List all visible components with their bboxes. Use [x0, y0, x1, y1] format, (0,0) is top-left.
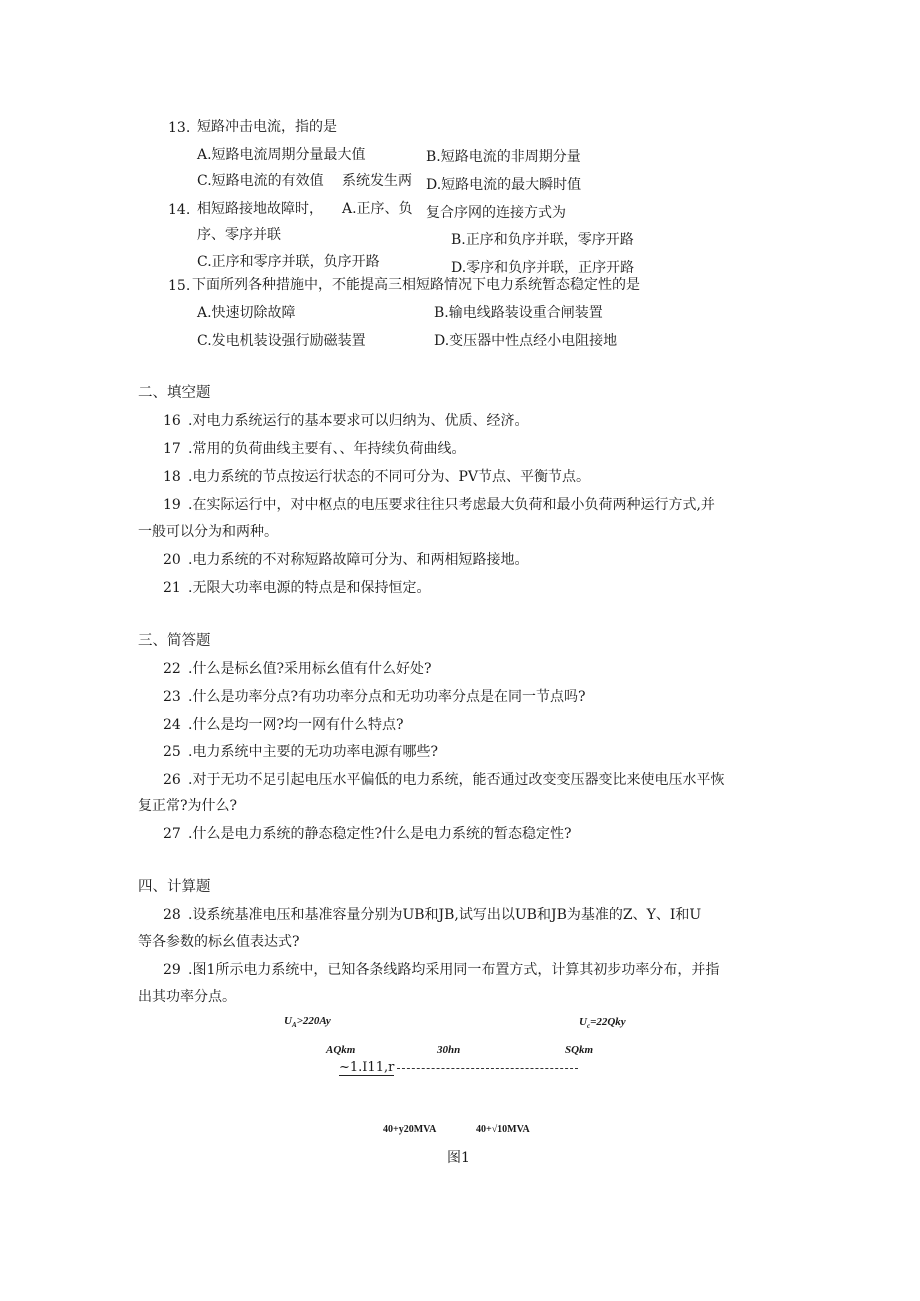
q15-stem: 下面所列各种措施中，不能提高三相短路情况下电力系统暂态稳定性的是: [192, 277, 640, 293]
q16-number: 16: [163, 413, 181, 429]
q28-text-line1: .设系统基准电压和基准容量分别为UB和JB,试写出以UB和JB为基准的Z、Y、I和U: [188, 907, 702, 923]
q14-option-a-tail: 序、零序并联: [197, 227, 281, 243]
q20-number: 20: [163, 552, 181, 568]
q14-number: 14.: [168, 202, 191, 218]
q13-option-d: D.短路电流的最大瞬时值: [426, 177, 582, 193]
q26-text-line1: .对于无功不足引起电压水平偏低的电力系统，能否通过改变变压器变比来使电压水平恢: [188, 772, 725, 788]
q21-number: 21: [163, 580, 181, 596]
q15-option-d: D.变压器中性点经小电阻接地: [434, 333, 618, 349]
figure-load-2: 40+√10MVA: [476, 1124, 530, 1135]
q22-number: 22: [163, 661, 181, 677]
q14-option-a-head: A.正序、负: [342, 201, 413, 217]
figure-transmission-line: [397, 1068, 578, 1069]
q29-text-line2: 出其功率分点。: [138, 989, 236, 1005]
q25-text: .电力系统中主要的无功功率电源有哪些?: [188, 744, 438, 760]
q23-text: .什么是功率分点?有功功率分点和无功功率分点是在同一节点吗?: [188, 689, 586, 705]
figure-voltage-a: $U_A>220Ay$: [284, 1015, 331, 1030]
q19-text-line1: .在实际运行中，对中枢点的电压要求往往只考虑最大负荷和最小负荷两种运行方式,并: [188, 497, 715, 513]
q13-option-c: C.短路电流的有效值: [197, 173, 324, 189]
q28-text-line2: 等各参数的标幺值表达式?: [138, 934, 300, 950]
section3-title: 三、简答题: [138, 633, 211, 649]
q24-text: .什么是均一网?均一网有什么特点?: [188, 717, 404, 733]
section4-title: 四、计算题: [138, 879, 211, 895]
figure-load-1: 40+y20MVA: [383, 1124, 437, 1135]
q13-number: 13.: [168, 120, 191, 136]
q13-stem: 短路冲击电流，指的是: [197, 119, 337, 135]
q17-number: 17: [163, 441, 181, 457]
q27-number: 27: [163, 826, 181, 842]
section2-title: 二、填空题: [138, 385, 211, 401]
q14-stem-line2: 相短路接地故障时，: [197, 201, 323, 217]
q28-number: 28: [163, 907, 181, 923]
q14-stem-lead: 系统发生两: [342, 173, 412, 189]
q15-option-a: A.快速切除故障: [197, 305, 296, 321]
q14-option-d: D.零序和负序并联，正序开路: [451, 260, 635, 276]
q15-number: 15.: [168, 278, 191, 294]
q14-option-c: C.正序和零序并联，负序开路: [197, 254, 380, 270]
q27-text: .什么是电力系统的静态稳定性?什么是电力系统的暂态稳定性?: [188, 826, 572, 842]
q26-text-line2: 复正常?为什么?: [138, 798, 238, 814]
q17-text: .常用的负荷曲线主要有、、年持续负荷曲线。: [188, 441, 466, 457]
q18-text: .电力系统的节点按运行状态的不同可分为、PV节点、平衡节点。: [188, 469, 590, 485]
q23-number: 23: [163, 689, 181, 705]
figure-line-length-3: SQkm: [565, 1044, 594, 1056]
q22-text: .什么是标幺值?采用标幺值有什么好处?: [188, 661, 432, 677]
q15-option-b: B.输电线路装设重合闸装置: [434, 305, 603, 321]
q14-option-b: B.正序和负序并联，零序开路: [451, 232, 634, 248]
q26-number: 26: [163, 772, 181, 788]
figure-line-length-2: 30hn: [437, 1044, 461, 1056]
q24-number: 24: [163, 717, 181, 733]
q16-text: .对电力系统运行的基本要求可以归纳为、优质、经济。: [188, 413, 529, 429]
q18-number: 18: [163, 469, 181, 485]
q19-number: 19: [163, 497, 181, 513]
q19-text-line2: 一般可以分为和两种。: [138, 524, 278, 540]
q20-text: .电力系统的不对称短路故障可分为、和两相短路接地。: [188, 552, 529, 568]
figure-voltage-c: $U_c=22Qky$: [579, 1016, 626, 1031]
q14-stem-tail: 复合序网的连接方式为: [426, 205, 566, 221]
q21-text: .无限大功率电源的特点是和保持恒定。: [188, 580, 431, 596]
q25-number: 25: [163, 744, 181, 760]
figure-line-label: ~1.I11,r: [339, 1060, 395, 1075]
q29-text-line1: .图1所示电力系统中，已知各条线路均采用同一布置方式，计算其初步功率分布，并指: [188, 962, 720, 978]
q29-number: 29: [163, 962, 181, 978]
q15-option-c: C.发电机装设强行励磁装置: [197, 333, 366, 349]
q13-option-b: B.短路电流的非周期分量: [426, 149, 581, 165]
figure-caption: 图1: [447, 1150, 470, 1166]
q13-option-a: A.短路电流周期分量最大值: [197, 147, 366, 163]
figure-line-length-1: AQkm: [326, 1044, 356, 1056]
